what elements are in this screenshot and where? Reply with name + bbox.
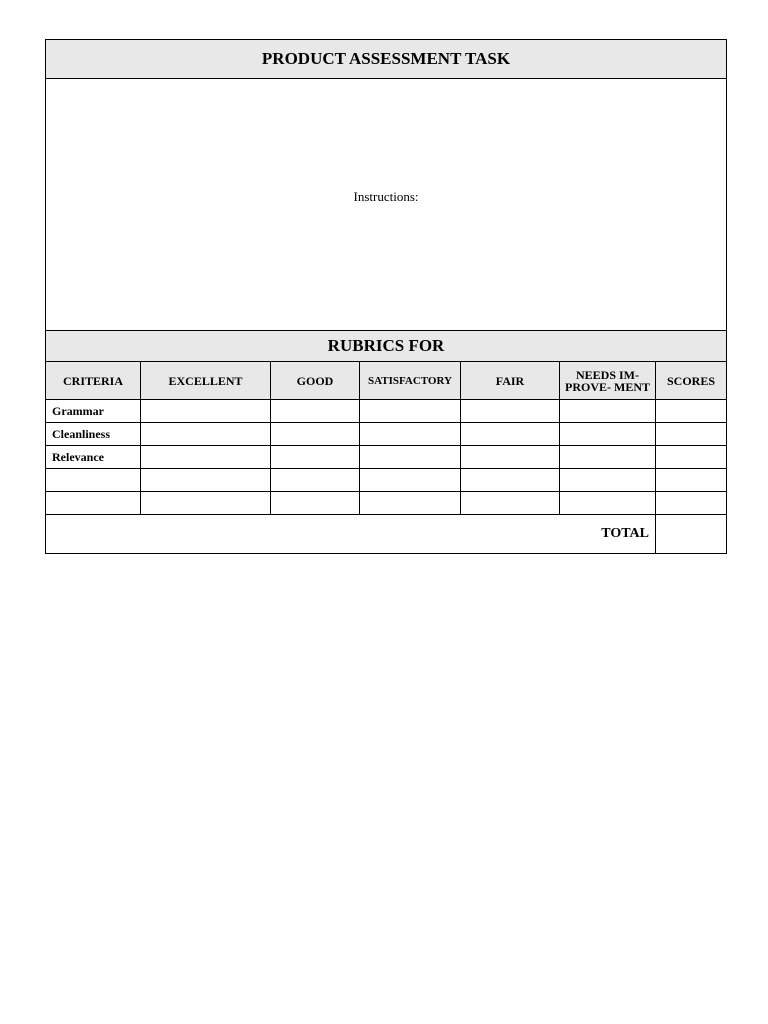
header-fair: FAIR <box>461 362 560 400</box>
form-title: PRODUCT ASSESSMENT TASK <box>46 40 727 79</box>
rubric-row <box>46 469 727 492</box>
criteria-cell: Cleanliness <box>46 423 141 446</box>
score-cell[interactable] <box>656 446 727 469</box>
score-cell[interactable] <box>656 469 727 492</box>
excellent-cell[interactable] <box>141 469 271 492</box>
header-criteria: CRITERIA <box>46 362 141 400</box>
score-cell[interactable] <box>656 400 727 423</box>
rubric-row <box>46 492 727 515</box>
instructions-label: Instructions: <box>353 188 419 204</box>
good-cell[interactable] <box>271 423 360 446</box>
excellent-cell[interactable] <box>141 400 271 423</box>
rubric-row <box>46 400 727 423</box>
score-cell[interactable] <box>656 492 727 515</box>
satisfactory-cell[interactable] <box>360 446 461 469</box>
fair-cell[interactable] <box>461 400 560 423</box>
header-needs-improvement: NEEDS IM- PROVE- MENT <box>560 362 656 400</box>
satisfactory-cell[interactable] <box>360 400 461 423</box>
fair-cell[interactable] <box>461 469 560 492</box>
rubric-header-row <box>46 362 727 400</box>
excellent-cell[interactable] <box>141 492 271 515</box>
rubric-row <box>46 423 727 446</box>
header-scores: SCORES <box>656 362 727 400</box>
assessment-form <box>45 39 727 554</box>
good-cell[interactable] <box>271 400 360 423</box>
fair-cell[interactable] <box>461 423 560 446</box>
total-score-cell[interactable] <box>656 515 727 554</box>
good-cell[interactable] <box>271 469 360 492</box>
needs-improvement-cell[interactable] <box>560 400 656 423</box>
total-label: TOTAL <box>46 515 656 554</box>
header-excellent: EXCELLENT <box>141 362 271 400</box>
good-cell[interactable] <box>271 446 360 469</box>
needs-improvement-cell[interactable] <box>560 446 656 469</box>
satisfactory-cell[interactable] <box>360 469 461 492</box>
excellent-cell[interactable] <box>141 423 271 446</box>
excellent-cell[interactable] <box>141 446 271 469</box>
satisfactory-cell[interactable] <box>360 423 461 446</box>
satisfactory-cell[interactable] <box>360 492 461 515</box>
score-cell[interactable] <box>656 423 727 446</box>
total-row <box>46 515 727 554</box>
instructions-area[interactable] <box>46 79 727 331</box>
criteria-cell: Relevance <box>46 446 141 469</box>
criteria-cell[interactable] <box>46 492 141 515</box>
needs-improvement-cell[interactable] <box>560 423 656 446</box>
header-satisfactory: SATISFACTORY <box>360 362 461 400</box>
fair-cell[interactable] <box>461 492 560 515</box>
header-good: GOOD <box>271 362 360 400</box>
needs-improvement-cell[interactable] <box>560 492 656 515</box>
needs-improvement-cell[interactable] <box>560 469 656 492</box>
criteria-cell[interactable] <box>46 469 141 492</box>
criteria-cell: Grammar <box>46 400 141 423</box>
good-cell[interactable] <box>271 492 360 515</box>
fair-cell[interactable] <box>461 446 560 469</box>
rubrics-title: RUBRICS FOR <box>46 331 727 362</box>
rubric-row <box>46 446 727 469</box>
